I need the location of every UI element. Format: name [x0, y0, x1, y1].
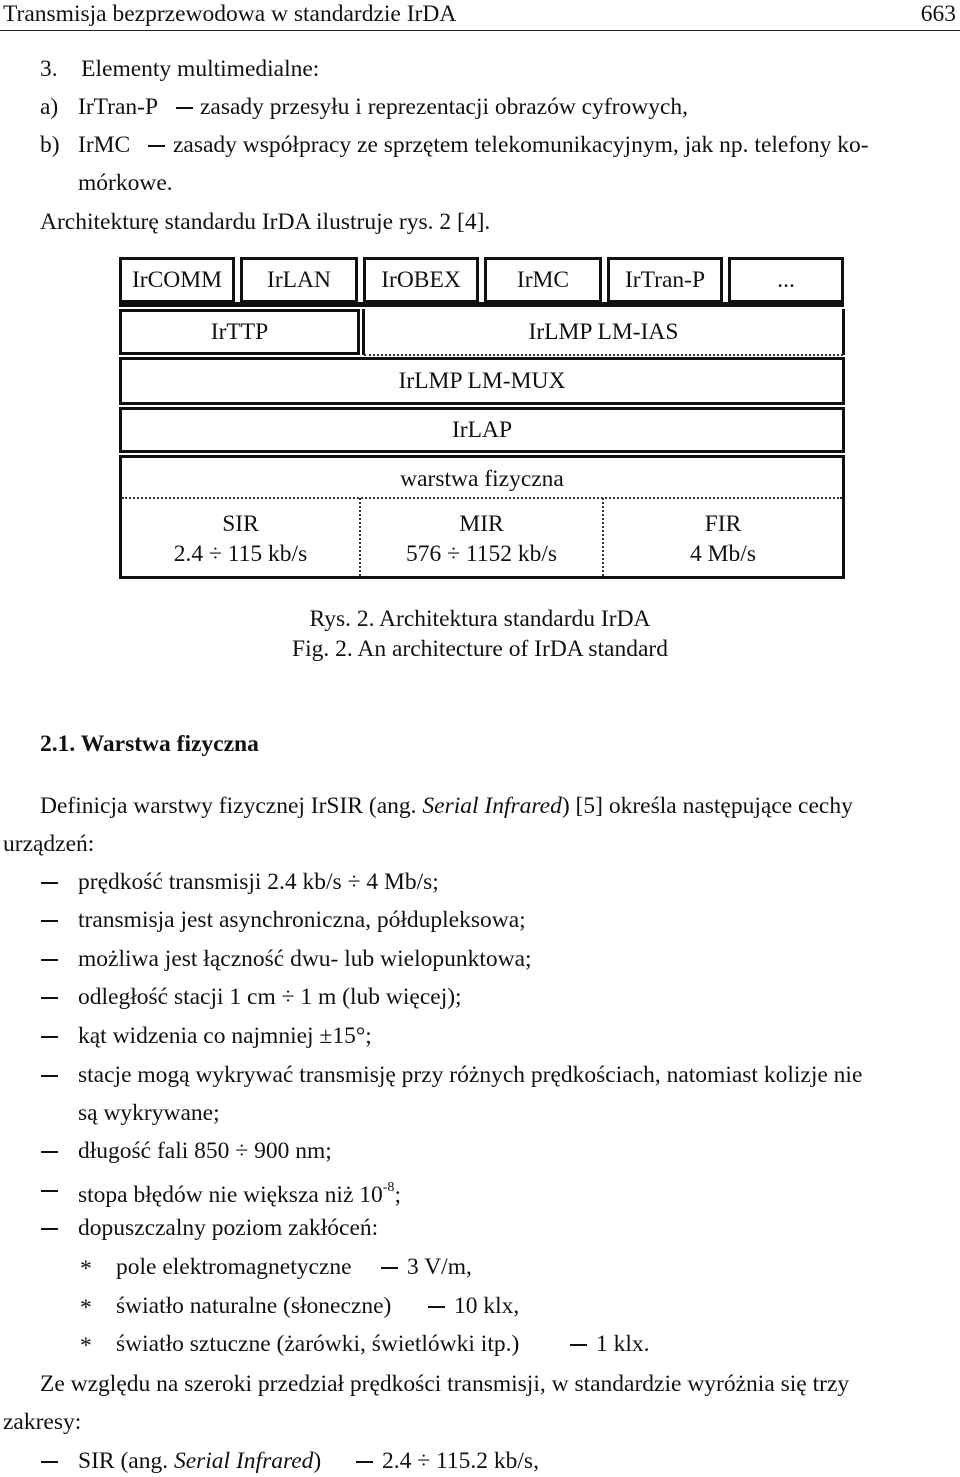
sub-item-star: *: [80, 1256, 92, 1282]
lmias-dotted-bottom: [364, 354, 843, 356]
label-irttp: IrTTP: [210, 319, 269, 345]
sub-item-name: światło sztuczne (żarówki, świetlówki itp.): [116, 1331, 520, 1357]
bullet-item: stacje mogą wykrywać transmisję przy różnych prędkościach, natomiast kolizje nie: [78, 1062, 863, 1088]
bullet-item: możliwa jest łączność dwu- lub wielopunktowa;: [78, 946, 532, 972]
sir-text-a: SIR (ang.: [78, 1448, 169, 1474]
bullet-dash: [41, 1151, 58, 1153]
bullet-dash: [41, 882, 58, 884]
label-irtranp: IrTran-P: [624, 267, 706, 293]
bullet-item: długość fali 850 ÷ 900 nm;: [78, 1138, 332, 1164]
em-dash: [148, 145, 165, 147]
em-dash: [570, 1344, 587, 1346]
em-dash: [381, 1267, 398, 1269]
item-b-label: b): [40, 132, 60, 158]
page-number: 663: [920, 1, 956, 27]
sub-item-star: *: [80, 1333, 92, 1359]
item-a-label: a): [40, 94, 59, 120]
figure-caption-en: Fig. 2. An architecture of IrDA standard: [292, 636, 668, 662]
para1-text-b: ) [5] określa następujące cechy: [561, 793, 853, 819]
item-b-text: zasady współpracy ze sprzętem telekomunikacyjnym, jak np. telefony ko-: [173, 132, 869, 158]
label-irlap: IrLAP: [451, 417, 513, 443]
label-sir-rate: 2.4 ÷ 115 kb/s: [173, 541, 308, 567]
physical-dotted-divider: [122, 497, 842, 499]
item-a-head: IrTran-P: [78, 94, 159, 120]
bullet-item: dopuszczalny poziom zakłóceń:: [78, 1215, 379, 1241]
sub-item-star: *: [80, 1295, 92, 1321]
label-fir: FIR: [704, 511, 742, 537]
sub-item-value: 10 klx,: [454, 1293, 520, 1319]
item-b-head: IrMC: [78, 132, 131, 158]
bullet-item: prędkość transmisji 2.4 kb/s ÷ 4 Mb/s;: [78, 869, 439, 895]
bullet-item: odległość stacji 1 cm ÷ 1 m (lub więcej);: [78, 984, 462, 1010]
sir-rate-text: 2.4 ÷ 115.2 kb/s,: [382, 1448, 539, 1474]
bullet-item-continuation: są wykrywane;: [78, 1100, 220, 1126]
label-mir: MIR: [459, 511, 504, 537]
bullet-dash: [41, 920, 58, 922]
em-dash: [428, 1306, 445, 1308]
sir-text-b: ): [313, 1448, 322, 1474]
bullet-item-sir: [78, 1447, 321, 1475]
running-title: Transmisja bezprzewodowa w standardzie IrDA: [3, 1, 457, 27]
sir-italic: Serial Infrared: [173, 1448, 314, 1474]
em-dash: [176, 107, 193, 109]
bullet-dash: [41, 1228, 58, 1230]
ber-text: stopa błędów nie większa niż 10: [78, 1181, 383, 1208]
paragraph-2-line-1: Ze względu na szeroki przedział prędkości transmisji, w standardzie wyróżnia się trzy: [40, 1371, 850, 1397]
arch-sentence: Architekturę standardu IrDA ilustruje rys. 2 [4].: [40, 209, 491, 235]
label-mir-rate: 576 ÷ 1152 kb/s: [405, 541, 558, 567]
para1-text-a: Definicja warstwy fizycznej IrSIR (ang.: [40, 793, 417, 819]
sub-item-value: 3 V/m,: [407, 1254, 472, 1280]
bullet-dash: [41, 1190, 58, 1192]
bullet-dash: [41, 1461, 58, 1463]
bullet-dash: [41, 1036, 58, 1038]
paragraph-1-line-1: [40, 792, 853, 820]
label-fir-rate: 4 Mb/s: [690, 541, 756, 567]
figure-caption-pl: Rys. 2. Architektura standardu IrDA: [309, 606, 651, 632]
paragraph-2-line-2: zakresy:: [3, 1409, 82, 1435]
bullet-dash: [41, 1075, 58, 1077]
label-irlmp-lmias: IrLMP LM-IAS: [528, 319, 679, 345]
label-ircomm: IrCOMM: [131, 267, 223, 293]
bullet-item: kąt widzenia co najmniej ±15°;: [78, 1023, 372, 1049]
label-irobex: IrOBEX: [381, 267, 461, 293]
label-sir: SIR: [222, 511, 259, 537]
em-dash: [356, 1461, 373, 1463]
section-heading: 2.1. Warstwa fizyczna: [40, 731, 259, 757]
paragraph-1-line-2: urządzeń:: [3, 831, 95, 857]
item-b-cont: mórkowe.: [78, 170, 173, 196]
sub-item-name: światło naturalne (słoneczne): [116, 1293, 392, 1319]
label-irlmp-lmmux: IrLMP LM-MUX: [398, 368, 566, 394]
bullet-item: transmisja jest asynchroniczna, półdupleksowa;: [78, 907, 526, 933]
sub-item-value: 1 klx.: [596, 1331, 650, 1357]
bullet-dash: [41, 997, 58, 999]
ber-exponent: -8: [382, 1180, 395, 1195]
intro-item-3: 3. Elementy multimedialne:: [40, 56, 320, 82]
header-rule: [0, 30, 960, 31]
item-a-text: zasady przesyłu i reprezentacji obrazów cyfrowych,: [200, 94, 689, 120]
thick-separator: [119, 302, 844, 307]
bullet-item-ber: [78, 1176, 401, 1209]
bullet-dash: [41, 959, 58, 961]
ber-end: ;: [394, 1181, 401, 1208]
para1-italic: Serial Infrared: [422, 793, 562, 819]
label-irlan: IrLAN: [267, 267, 331, 293]
sub-item-name: pole elektromagnetyczne: [116, 1254, 352, 1280]
label-ellipsis: ...: [777, 267, 795, 293]
label-physical-layer: warstwa fizyczna: [400, 466, 564, 492]
label-irmc: IrMC: [516, 267, 570, 293]
